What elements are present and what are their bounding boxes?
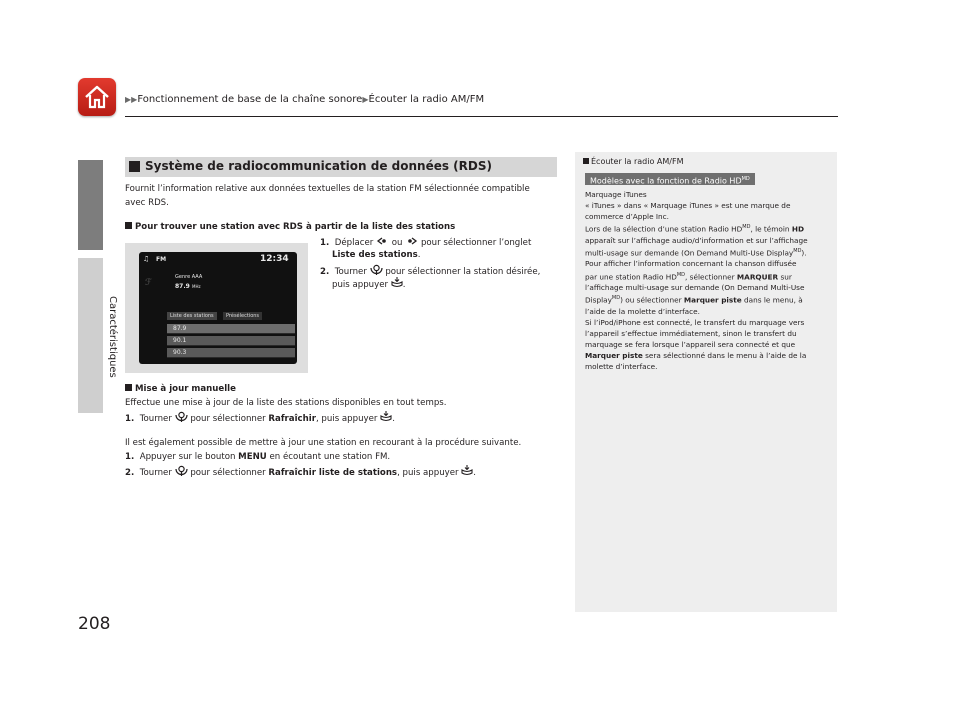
move-left-icon bbox=[376, 236, 389, 246]
side-note-panel bbox=[575, 152, 837, 612]
section-square-icon bbox=[129, 161, 140, 172]
screen-station-row: 90.1 bbox=[167, 336, 295, 346]
screen-tab-presets: Présélections bbox=[223, 312, 262, 320]
screen-genre: Genre AAA bbox=[175, 274, 203, 280]
alt-step-2: 2. Tourner pour sélectionner Rafraîchir liste de stations, puis appuyer . bbox=[125, 465, 476, 481]
note-heading: Écouter la radio AM/FM bbox=[583, 157, 683, 166]
rotate-knob-icon bbox=[175, 465, 188, 476]
fm-logo-icon: ℱ bbox=[145, 278, 153, 288]
home-button[interactable] bbox=[78, 78, 116, 116]
alt-step-1: 1. Appuyer sur le bouton MENU en écoutant une station FM. bbox=[125, 452, 391, 462]
note-body: Marquage iTunes « iTunes » dans « Marquage iTunes » est une marque de commerce d’Apple Inc. Lors de la sélection d’une station Radio $HD^{MD}$, le témoin HD apparaît sur l’affichage audio/d’information et sur l’affichage multi-usage sur demande (On Demand Multi-Use Display$^{MD}$). Pour afficher l’information concernant la chanson diffusée par une station Radio $HD^{MD}$, sélectionner MARQUER sur l’affichage multi-usage sur demande (On Demand Multi-Use Display$^{MD}$) ou sélectionner Marquer piste dans le menu, à l’aide de la molette d’interface. Si l’iPod/iPhone est connecté, le transfert du marquage vers l’appareil s’effectue immédiatement, sinon le transfert du marquage se fera lorsque l’appareil sera connecté et que Marquer piste sera sélectionné dans le menu à l’aide de la molette d’interface. bbox=[585, 190, 808, 372]
step-1: 1. Déplacer ou pour sélectionner l’onglet bbox=[320, 238, 532, 248]
breadcrumb bbox=[125, 93, 484, 106]
move-right-icon bbox=[405, 236, 418, 246]
home-icon bbox=[82, 82, 112, 112]
chapter-label: Caractéristiques bbox=[107, 296, 118, 378]
breadcrumb-arrow-icon: ▶ bbox=[362, 95, 369, 104]
section-title: Système de radiocommunication de données (RDS) bbox=[145, 159, 492, 173]
section-header bbox=[125, 157, 557, 177]
chapter-tab-light bbox=[78, 258, 103, 413]
screen-unit: MHz bbox=[192, 284, 201, 289]
breadcrumb-item[interactable]: Écouter la radio AM/FM bbox=[368, 94, 485, 105]
subheading-station-list: Pour trouver une station avec RDS à partir de la liste des stations bbox=[125, 222, 455, 232]
chapter-tab-dark bbox=[78, 160, 103, 250]
screen-tab-station-list: Liste des stations bbox=[167, 312, 217, 320]
rotate-knob-icon bbox=[370, 264, 383, 275]
step-1-cont: Liste des stations. bbox=[332, 250, 421, 260]
press-knob-icon bbox=[391, 277, 403, 288]
screen-clock: 12:34 bbox=[260, 254, 289, 264]
screen-station-row: 90.3 bbox=[167, 348, 295, 358]
screen-preset-frequency: 87.9 bbox=[175, 283, 190, 290]
screen-station-row: 87.9 bbox=[167, 324, 295, 334]
subheading-square-icon bbox=[125, 222, 132, 229]
display-screen bbox=[139, 252, 297, 364]
model-tag: Modèles avec la fonction de Radio $HD^{MD}$ bbox=[585, 173, 755, 185]
press-knob-icon bbox=[461, 465, 473, 476]
subheading-manual-update: Mise à jour manuelle bbox=[125, 384, 236, 394]
press-knob-icon bbox=[380, 411, 392, 422]
subheading-square-icon bbox=[125, 384, 132, 391]
note-square-icon bbox=[583, 158, 589, 164]
breadcrumb-arrow-icon: ▶▶ bbox=[125, 95, 138, 104]
step-2-cont: puis appuyer . bbox=[332, 277, 406, 293]
rotate-knob-icon bbox=[175, 411, 188, 422]
screen-band: FM bbox=[156, 256, 167, 263]
manual-update-description: Effectue une mise à jour de la liste des stations disponibles en tout temps. bbox=[125, 398, 447, 408]
manual-step-1: 1. Tourner pour sélectionner Rafraîchir, puis appuyer . bbox=[125, 411, 395, 427]
step-2: 2. Tourner pour sélectionner la station désirée, bbox=[320, 264, 540, 280]
music-note-icon: ♫ bbox=[143, 255, 150, 263]
header-rule bbox=[125, 116, 838, 117]
intro-text: Fournit l’information relative aux données textuelles de la station FM sélectionnée compatible avec RDS. bbox=[125, 184, 530, 208]
radio-screen-illustration bbox=[125, 243, 308, 373]
breadcrumb-item[interactable]: Fonctionnement de base de la chaîne sonore bbox=[137, 94, 363, 105]
page-number: 208 bbox=[78, 614, 111, 634]
alternate-procedure-text: Il est également possible de mettre à jour une station en recourant à la procédure suivante. bbox=[125, 438, 522, 448]
